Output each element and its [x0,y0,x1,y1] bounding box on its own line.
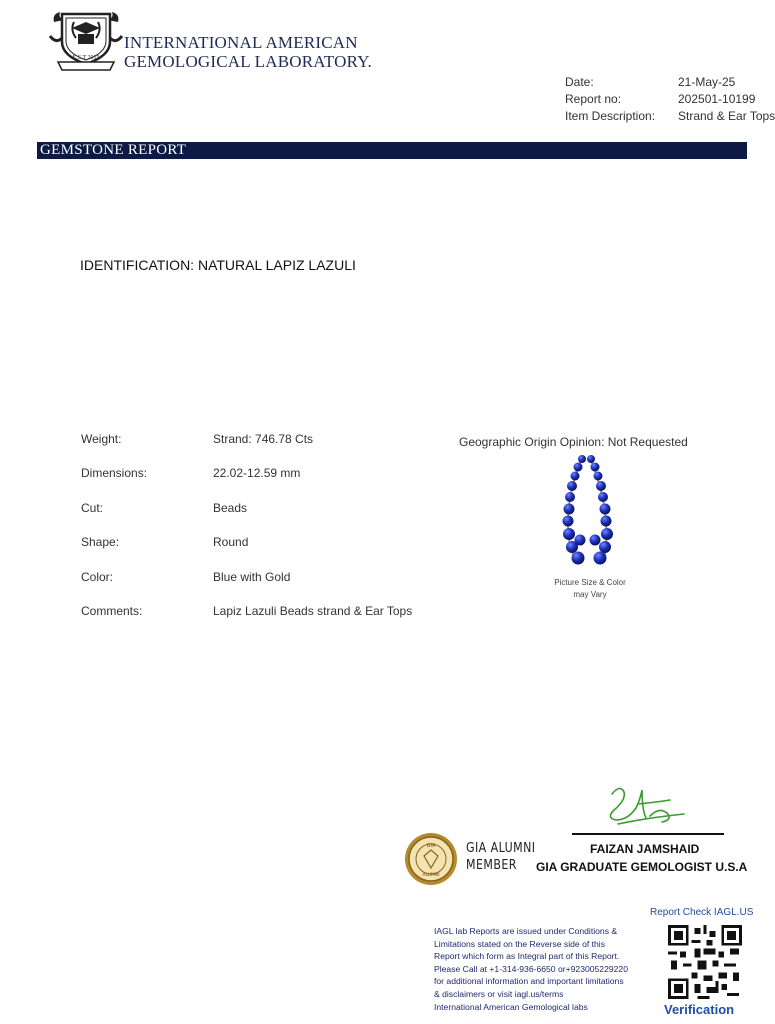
signature-icon [598,780,688,832]
caption-line2: may Vary [573,590,607,599]
item-description-label: Item Description: [565,109,656,123]
report-banner-title: GEMSTONE REPORT [40,142,187,158]
org-name-line2: GEMOLOGICAL LABORATORY. [124,52,372,71]
disclaimer-line: IAGL lab Reports are issued under Conditions & [434,926,618,936]
disclaimer [434,925,654,1013]
signatory-title: GIA GRADUATE GEMOLOGIST U.S.A [536,860,748,874]
disclaimer-line: International American Gemological labs [434,1001,588,1012]
detail-value: Round [213,535,249,550]
date-row [565,74,775,91]
detail-value: Strand: 746.78 Cts [213,432,314,446]
detail-value: 22.02-12.59 mm [213,466,301,481]
photo-caption [540,577,640,601]
detail-label: Color: [81,569,114,584]
disclaimer-line: Report which form as Integral part of this Report. [434,951,620,962]
report-no-value: 202501-10199 [678,92,756,106]
detail-row-cut [81,501,412,535]
detail-row-weight [81,432,412,466]
logo-est: E.S.T 2015 [72,55,100,61]
report-no-row [565,91,775,108]
detail-value: Beads [213,500,248,515]
detail-row-shape [81,535,412,569]
detail-row-color [81,570,412,604]
detail-label: Weight: [81,432,122,446]
org-name-line1: INTERNATIONAL AMERICAN [124,33,358,52]
disclaimer-line: for additional information and important limitations [434,976,624,987]
gia-seal-icon [404,832,458,886]
report-no-label: Report no: [565,92,622,106]
detail-label: Cut: [81,500,104,515]
caption-line1: Picture Size & Color [554,578,626,587]
detail-label: Shape: [81,535,120,550]
detail-row-comments [81,604,412,638]
details-table [81,432,412,638]
detail-row-dimensions [81,466,412,500]
necklace-photo [548,452,624,570]
detail-value: Lapiz Lazuli Beads strand & Ear Tops [213,603,413,618]
disclaimer-line: & disclaimers or visit iagl.us/terms [434,988,564,999]
identification: IDENTIFICATION: NATURAL LAPIZ LAZULI [80,257,356,273]
report-check-link[interactable]: Report Check IAGL.US [650,907,754,918]
disclaimer-line: Please Call at +1-314-936-6650 or+923005229220 [434,963,628,974]
verification-label[interactable]: Verification [664,1002,735,1017]
seal-subtext: ALUMNI [422,873,440,878]
seal-text: GIA [426,843,436,849]
date-label: Date: [565,75,594,89]
organization-name [124,33,372,71]
signatory-name: FAIZAN JAMSHAID [590,842,700,856]
detail-label: Comments: [81,603,143,618]
gia-line2: MEMBER [466,858,517,873]
detail-label: Dimensions: [81,466,148,481]
disclaimer-line: Limitations stated on the Reverse side of this [434,938,606,949]
item-description-value: Strand & Ear Tops [678,109,775,123]
gia-alumni-member [466,840,535,874]
crest-logo-icon [48,8,124,72]
gia-line1: GIA ALUMNI [466,841,536,856]
report-meta [565,74,775,125]
item-description-row [565,108,775,125]
signature-line [572,833,724,835]
origin-opinion: Geographic Origin Opinion: Not Requested [459,435,688,449]
detail-value: Blue with Gold [213,569,291,584]
date-value: 21-May-25 [678,75,736,89]
qr-code-icon[interactable] [668,925,742,999]
